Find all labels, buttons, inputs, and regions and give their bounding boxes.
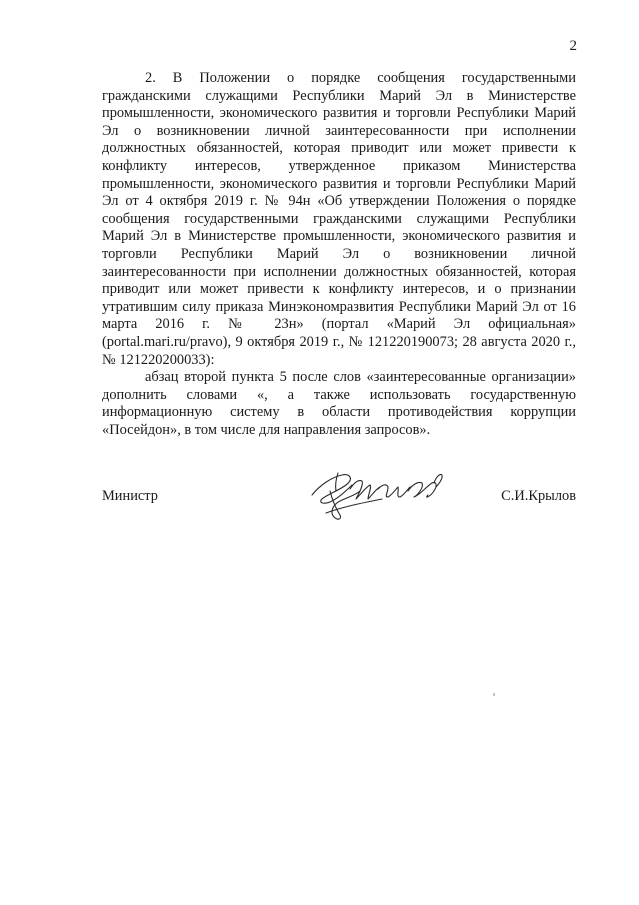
paragraph-amendment-text: абзац второй пункта 5 после слов «заинтересованные организации» дополнить словами «, а также использовать государственную информационную систему в области противодействия коррупции «Посейдон», в том числе для направления запросов».: [102, 369, 576, 438]
signer-title: Министр: [102, 488, 158, 504]
page-number: 2: [569, 38, 577, 54]
signer-name: С.И.Крылов: [501, 488, 576, 504]
paragraph-amendment-intro: 2. В Положении о порядке сообщения государственными гражданскими служащими Республики Марий Эл в Министерстве промышленности, экономического развития и торговли Республики Марий Эл о возникновении личной заинтересованности при исполнении должностных обязанностей, которая приводит или может привести к конфликту интересов, утвержденное приказом Министерства промышленности, экономического развития и торговли Республики Марий Эл от 4 октября 2019 г. № 94н «Об утверждении Положения о порядке сообщения государственными гражданскими служащими Республики Марий Эл в Министерстве промышленности, экономического развития и торговли Республики Марий Эл о возникновении личной заинтересованности при исполнении должностных обязанностей, которая приводит или может привести к конфликту интересов, и о признании утратившим силу приказа Минэкономразвития Республики Марий Эл от 16 марта 2016 г. № 23н» (портал «Марий Эл официальная» (portal.mari.ru/pravo), 9 октября 2019 г., № 121220190073; 28 августа 2020 г., № 121220200033):: [102, 70, 576, 368]
scan-speck: [493, 693, 495, 696]
document-body: [102, 70, 576, 439]
handwritten-signature: [302, 455, 452, 525]
